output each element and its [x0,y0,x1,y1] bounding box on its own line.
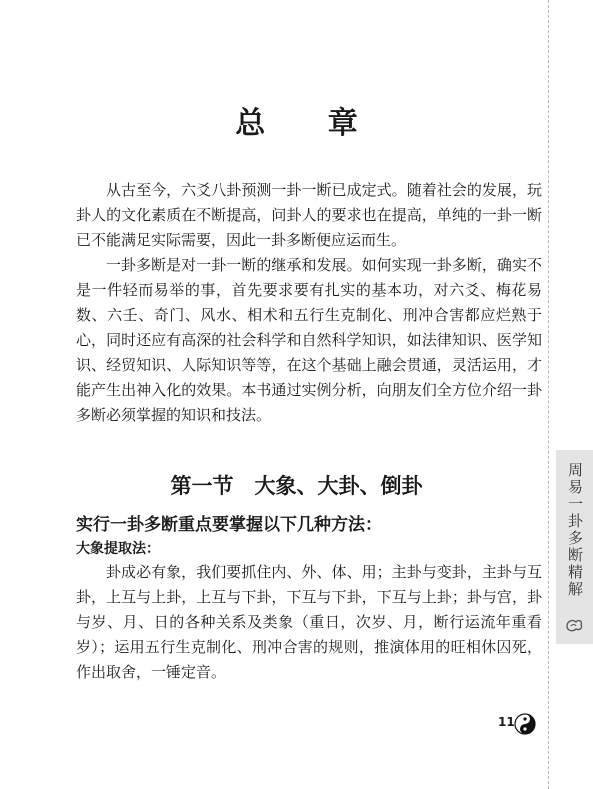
chapter-title: 总 章 [235,106,384,141]
intro-paragraph-2: 一卦多断是对一卦一断的继承和发展。如何实现一卦多断，确实不是一件轻而易举的事，首先要求要有扎实的基本功，对六爻、梅花易数、六壬、奇门、风水、相术和五行生克制化、刑冲合害都应烂熟于心，同时还应有高深的社会科学和自然科学知识，如法律知识、医学知识、经贸知识、人际知识等等，在这个基础上融会贯通，灵活运用，才能产生出神入化的效果。本书通过实例分析，向朋友们全方位介绍一卦多断必须掌握的知识和技法。 [76,256,542,424]
intro-paragraph-1: 从古至今，六爻八卦预测一卦一断已成定式。随着社会的发展，玩卦人的文化素质在不断提高，问卦人的要求也在提高，单纯的一卦一断已不能满足实际需要，因此一卦多断便应运而生。 [76,181,542,249]
page-number: 11 [498,715,515,729]
cloud-ornament-icon [564,614,584,634]
intro-text [76,178,542,428]
method-label: 大象提取法： [76,541,160,557]
side-tab-label: 周易一卦多断精解 [566,462,584,598]
margin-rule [548,0,550,789]
section-title: 第一节 大象、大卦、倒卦 [170,474,423,498]
taiji-icon [514,713,536,735]
method-paragraph-1: 卦成必有象，我们要抓住内、外、体、用；主卦与变卦，主卦与互卦，上互与上卦，上互与下卦，下互与下卦，下互与上卦；卦与宫，卦与岁、月、日的各种关系及类象（重日，次岁、月，断行运流年重看岁）；运用五行生克制化、刑冲合害的规则，推演体用的旺相休囚死，作出取舍，一锤定音。 [76,563,542,681]
method-text [76,560,542,685]
side-tab [556,450,593,644]
section-subheading: 实行一卦多断重点要掌握以下几种方法： [76,515,382,535]
